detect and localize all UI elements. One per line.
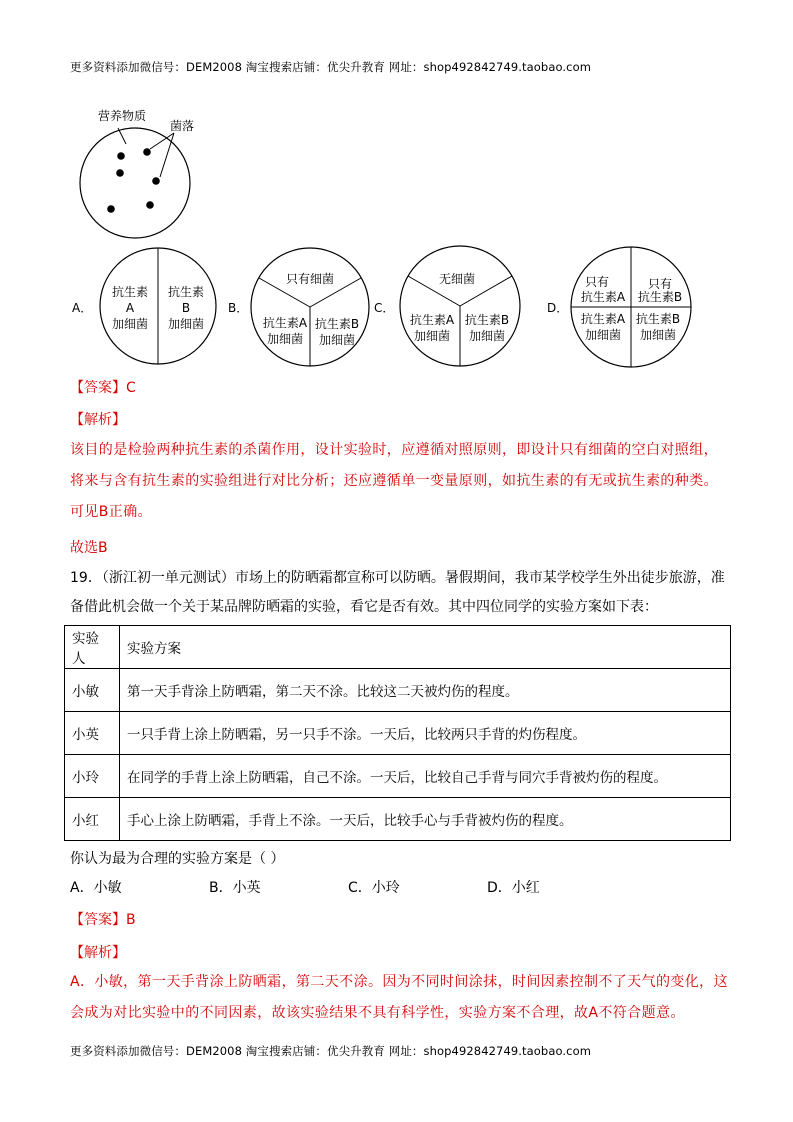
table-cell: 小玲: [65, 755, 120, 798]
table-header-row: [65, 626, 731, 669]
figure-option-d: [547, 247, 691, 367]
table-row: [65, 669, 731, 712]
table-row: [65, 755, 731, 798]
table-row: [65, 798, 731, 841]
svg-text:抗生素: 抗生素: [111, 285, 149, 299]
svg-text:B: B: [181, 301, 191, 315]
q19-analysis-title: 【解析】: [70, 945, 126, 961]
svg-text:只有: 只有: [584, 275, 610, 289]
svg-text:抗生素A: 抗生素A: [580, 312, 626, 326]
table-cell: 小英: [65, 712, 120, 755]
q18-analysis-title: 【解析】: [70, 412, 126, 428]
table-row: [65, 712, 731, 755]
colony-dot: [116, 169, 124, 177]
svg-text:加细菌: 加细菌: [167, 317, 205, 331]
svg-text:只有细菌: 只有细菌: [285, 272, 335, 286]
option-letter: D．: [547, 301, 569, 315]
colony-dot: [117, 152, 125, 160]
svg-text:加细菌: 加细菌: [111, 317, 149, 331]
colony-dot: [107, 205, 115, 213]
figure-option-b: [228, 248, 369, 366]
svg-text:抗生素: 抗生素: [167, 285, 205, 299]
table-cell: 一只手背上涂上防晒霜，另一只手不涂。一天后，比较两只手背的灼伤程度。: [120, 712, 731, 755]
q19-stem: 19．（浙江初一单元测试）市场上的防晒霜都宣称可以防晒。暑假期间，我市某学校学生外出徒步旅游，准备借此机会做一个关于某品牌防晒霜的实验，看它是否有效。其中四位同学的实验方案如下表：: [70, 570, 725, 615]
option-c[interactable]: C．小玲: [348, 880, 400, 896]
q18-answer: 【答案】C: [70, 380, 136, 396]
option-letter: A．: [72, 301, 93, 315]
table-header-cell: 实验人: [65, 626, 120, 669]
table-cell: 小敏: [65, 669, 120, 712]
svg-text:加细菌: 加细菌: [266, 332, 304, 346]
q18-analysis-text: 该目的是检验两种抗生素的杀菌作用，设计实验时，应遵循对照原则，即设计只有细菌的空白对照组，将来与含有抗生素的实验组进行对比分析；还应遵循单一变量原则，如抗生素的有无或抗生素的种类。可见B正确。: [70, 442, 718, 520]
q19-answer: 【答案】B: [70, 912, 136, 928]
table-cell: 小红: [65, 798, 120, 841]
figure-option-c: [374, 246, 520, 366]
table-cell: 第一天手背涂上防晒霜，第二天不涂。比较这二天被灼伤的程度。: [120, 669, 731, 712]
svg-text:加细菌: 加细菌: [413, 329, 451, 343]
page-footer: 更多资料添加微信号：DEM2008 淘宝搜索店铺：优尖升教育 网址：shop492842749.taobao.com: [70, 1044, 592, 1058]
colony-label: 菌落: [170, 119, 195, 133]
option-a[interactable]: A．小敏: [70, 880, 122, 896]
svg-text:加细菌: 加细菌: [468, 329, 506, 343]
colony-dot: [152, 177, 160, 185]
q19-analysis-text: A．小敏，第一天手背涂上防晒霜，第二天不涂。因为不同时间涂抹，时间因素控制不了天气的变化，这会成为对比实验中的不同因素，故该实验结果不具有科学性，实验方案不合理，故A不符合题意。: [70, 974, 728, 1021]
table-header-cell: 实验方案: [120, 626, 731, 669]
svg-text:加细菌: 加细菌: [584, 328, 622, 342]
svg-text:抗生素A: 抗生素A: [262, 316, 308, 330]
q19-question: 你认为最为合理的实验方案是（ ）: [70, 851, 285, 867]
figure-option-a: [72, 248, 216, 364]
colony-dot: [143, 148, 151, 156]
q18-conclusion: 故选B: [70, 540, 108, 556]
colony-dot: [146, 201, 154, 209]
svg-text:抗生素B: 抗生素B: [635, 312, 681, 326]
svg-text:加细菌: 加细菌: [639, 328, 677, 342]
svg-text:抗生素A: 抗生素A: [580, 290, 626, 304]
option-b[interactable]: B．小英: [209, 880, 261, 896]
petri-dish: [80, 108, 194, 238]
q19-plan-table: [64, 625, 731, 841]
svg-text:抗生素B: 抗生素B: [464, 313, 510, 327]
svg-text:无细菌: 无细菌: [438, 272, 476, 286]
option-letter: C．: [374, 301, 395, 315]
svg-text:抗生素A: 抗生素A: [409, 313, 455, 327]
option-letter: B．: [228, 301, 249, 315]
table-cell: 手心上涂上防晒霜，手背上不涂。一天后，比较手心与手背被灼伤的程度。: [120, 798, 731, 841]
option-d[interactable]: D．小红: [487, 880, 540, 896]
svg-text:A: A: [125, 301, 135, 315]
petri-dish-figure: [60, 100, 710, 375]
svg-text:只有: 只有: [647, 277, 673, 291]
svg-text:加细菌: 加细菌: [318, 333, 356, 347]
table-cell: 在同学的手背上涂上防晒霜，自己不涂。一天后，比较自己手背与同穴手背被灼伤的程度。: [120, 755, 731, 798]
svg-text:抗生素B: 抗生素B: [637, 290, 683, 304]
svg-text:抗生素B: 抗生素B: [314, 317, 360, 331]
nutrient-label: 营养物质: [98, 109, 147, 123]
page-header: 更多资料添加微信号：DEM2008 淘宝搜索店铺：优尖升教育 网址：shop492842749.taobao.com: [70, 60, 592, 74]
